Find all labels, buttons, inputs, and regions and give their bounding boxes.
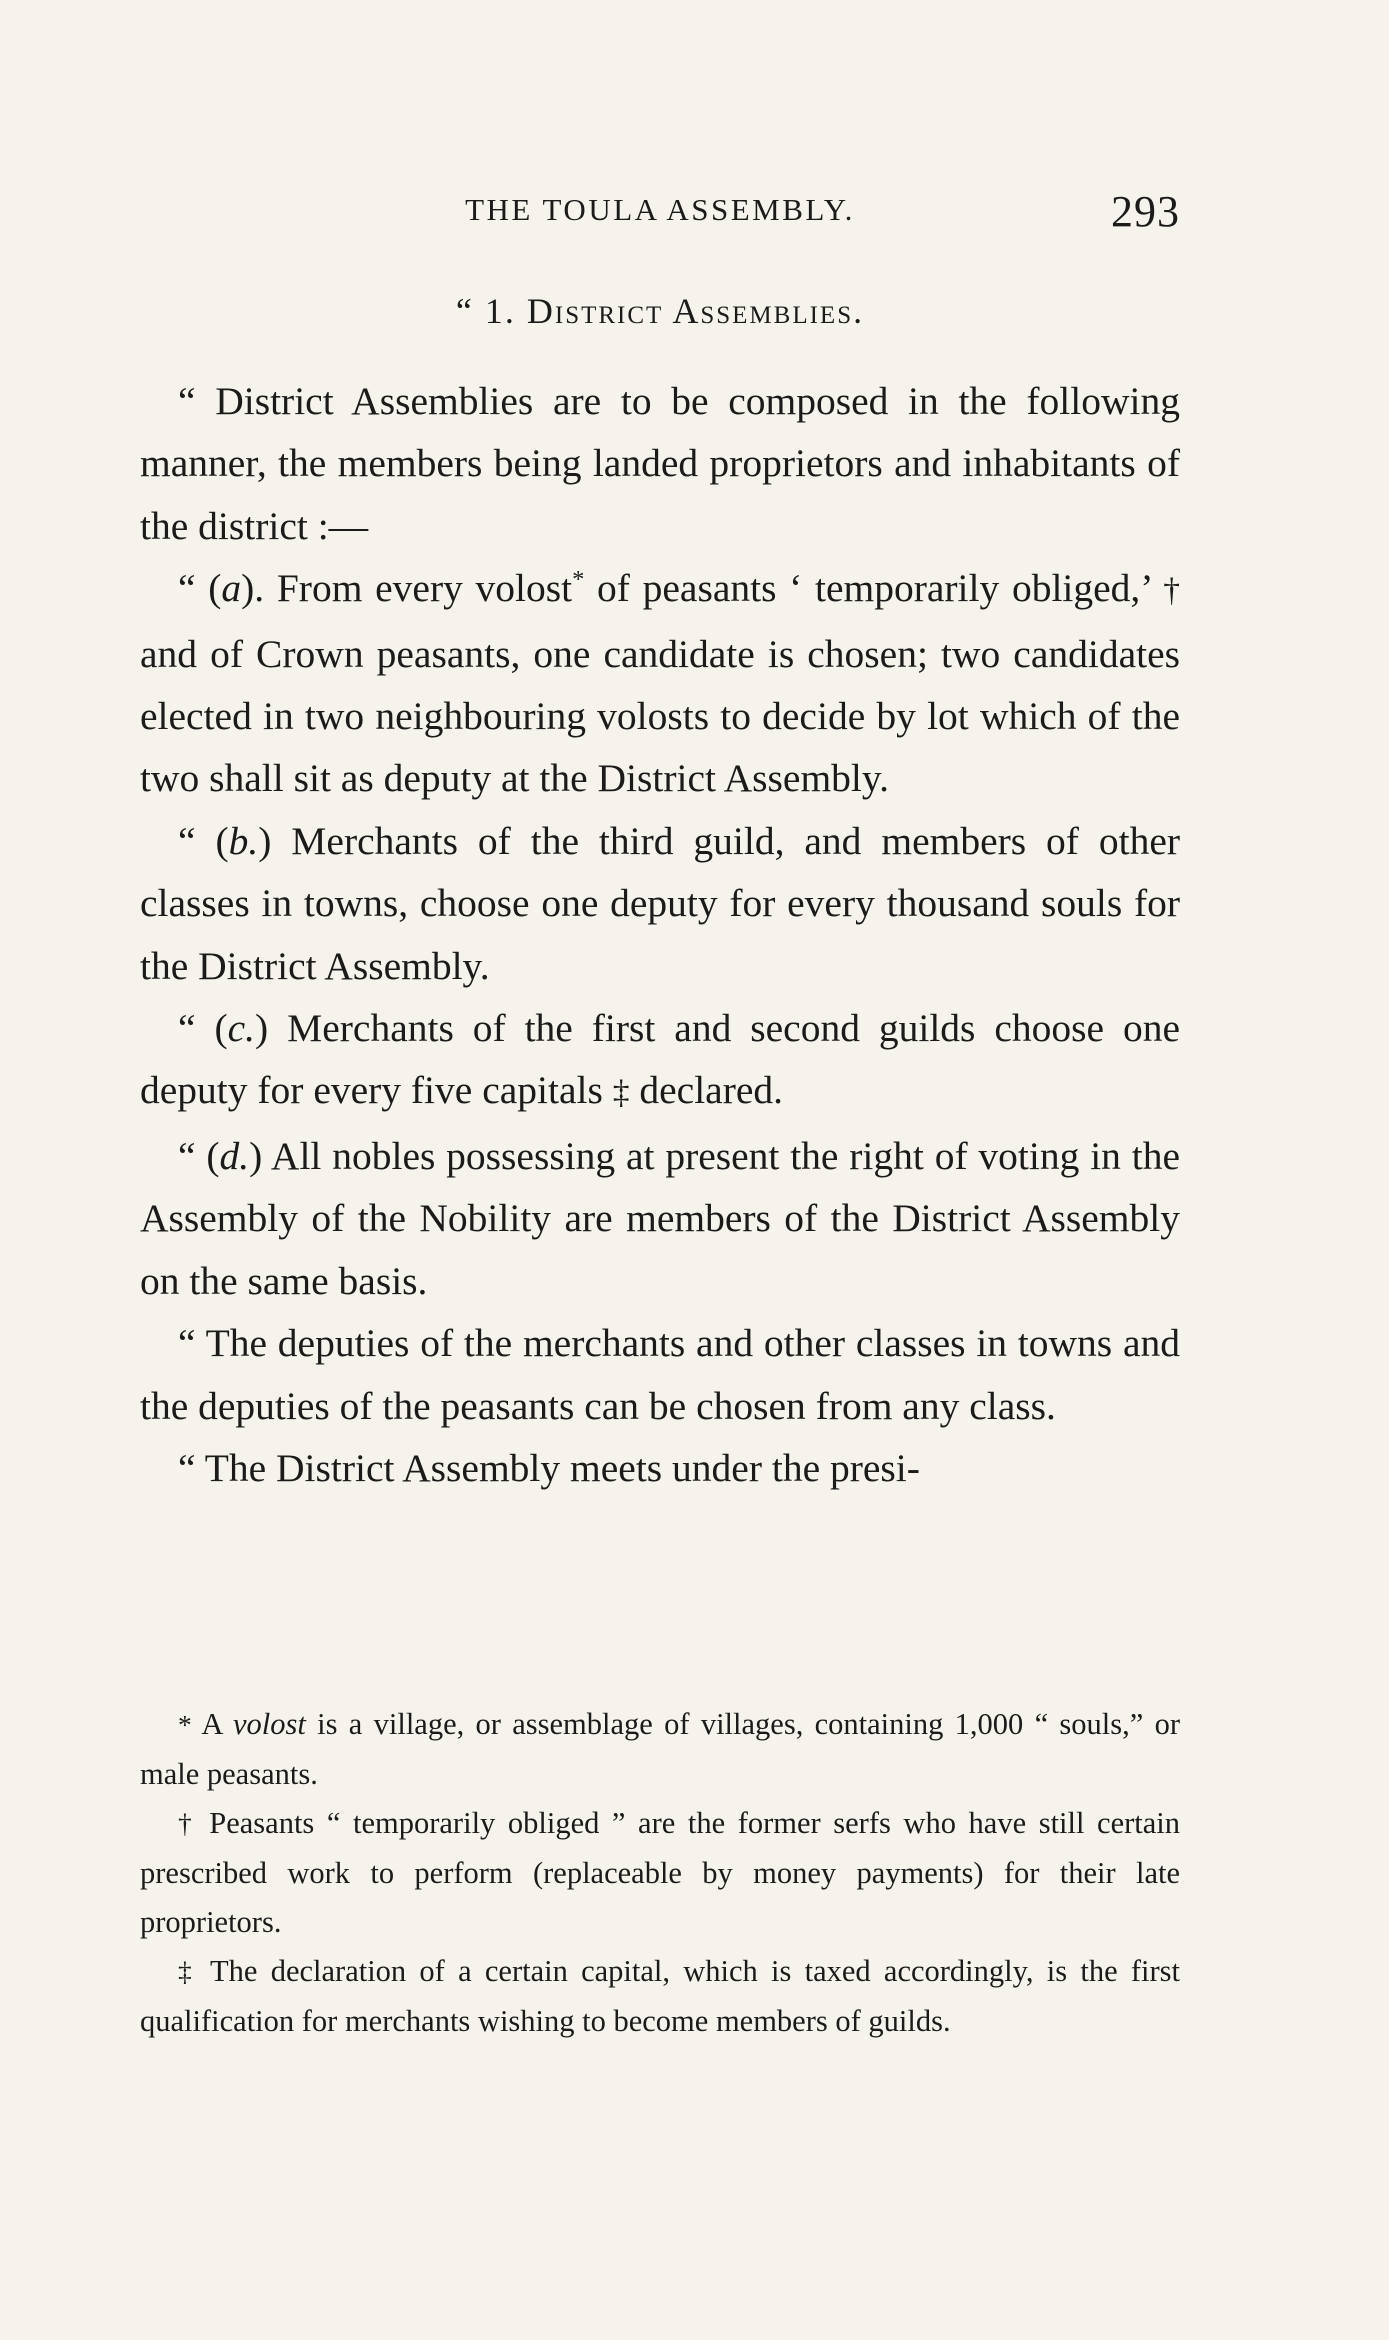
footnote-text: is a village, or assemblage of villages, containing 1,000 “ souls,” or male peasants. <box>140 1707 1180 1791</box>
footnote-text: The declaration of a certain capital, which is taxed accordingly, is the first qualification for merchants wishing to become members of guilds. <box>140 1954 1180 2038</box>
clause-letter-a: a <box>221 566 242 611</box>
clause-letter-c: c. <box>227 1006 256 1051</box>
page-number: 293 <box>1111 187 1180 236</box>
clause-text: ). From every volost <box>241 566 573 611</box>
clause-text: ) Merchants of the first and second guilds choose one deputy for every five capitals <box>140 1006 1180 1113</box>
paragraph-intro: “ District Assemblies are to be composed in the following manner, the members being landed proprietors and inhabitants of the district :— <box>140 379 1180 548</box>
running-head <box>140 186 1180 240</box>
footnote-text: A <box>191 1707 233 1741</box>
paragraph-clause-d <box>140 1125 1180 1312</box>
paragraph-clause-b <box>140 810 1180 997</box>
clause-open: “ ( <box>178 1133 220 1178</box>
clause-text: and of Crown peasants, one candidate is chosen; two candidates elected in two neighbouring volosts to decide by lot which of the two shall sit as deputy at the District Assembly. <box>140 631 1180 801</box>
clause-open: “ ( <box>178 566 222 611</box>
section-heading: “ 1. District Assemblies. <box>455 291 865 331</box>
paragraph-deputies: “ The deputies of the merchants and other classes in towns and the deputies of the peasants can be chosen from any class. <box>140 1321 1180 1428</box>
paragraph-clause-a <box>140 557 1180 810</box>
paragraph-presidency: “ The District Assembly meets under the presi- <box>178 1445 920 1490</box>
paragraph-clause-c <box>140 997 1180 1125</box>
footnote-mark-asterisk: * <box>178 1710 192 1740</box>
clause-text: ) All nobles possessing at present the right of voting in the Assembly of the Nobility are members of the District Assembly on the same basis. <box>140 1133 1180 1303</box>
clause-letter-d: d. <box>219 1133 250 1178</box>
footnote-ref-double-dagger[interactable]: ‡ <box>612 1074 630 1112</box>
footnote-volost <box>140 1700 1180 1799</box>
footnote-ref-dagger[interactable]: † <box>1163 572 1180 610</box>
running-title: THE TOULA ASSEMBLY. <box>465 192 855 227</box>
footnote-ref-asterisk[interactable]: * <box>572 566 585 594</box>
footnote-term-volost: volost <box>232 1707 306 1741</box>
body-text <box>140 370 1180 1499</box>
footnote-capital <box>140 1947 1180 2046</box>
clause-text: declared. <box>629 1068 784 1113</box>
footnote-text: Peasants “ temporarily obliged ” are the former serfs who have still certain prescribed work to perform (replaceable by money payments) for their late proprietors. <box>140 1806 1181 1939</box>
footnote-temporarily-obliged <box>140 1799 1180 1947</box>
clause-text: of peasants ‘ temporarily obliged,’ <box>584 566 1164 611</box>
clause-open: “ ( <box>178 1006 228 1051</box>
footnote-mark-double-dagger: ‡ <box>178 1957 198 1987</box>
clause-text: ) Merchants of the third guild, and members of other classes in towns, choose one deputy for every thousand souls for the District Assembly. <box>140 818 1181 988</box>
clause-letter-b: b. <box>228 818 259 863</box>
footnote-mark-dagger: † <box>178 1809 197 1839</box>
clause-open: “ ( <box>178 818 229 863</box>
footnotes <box>140 1700 1180 2046</box>
